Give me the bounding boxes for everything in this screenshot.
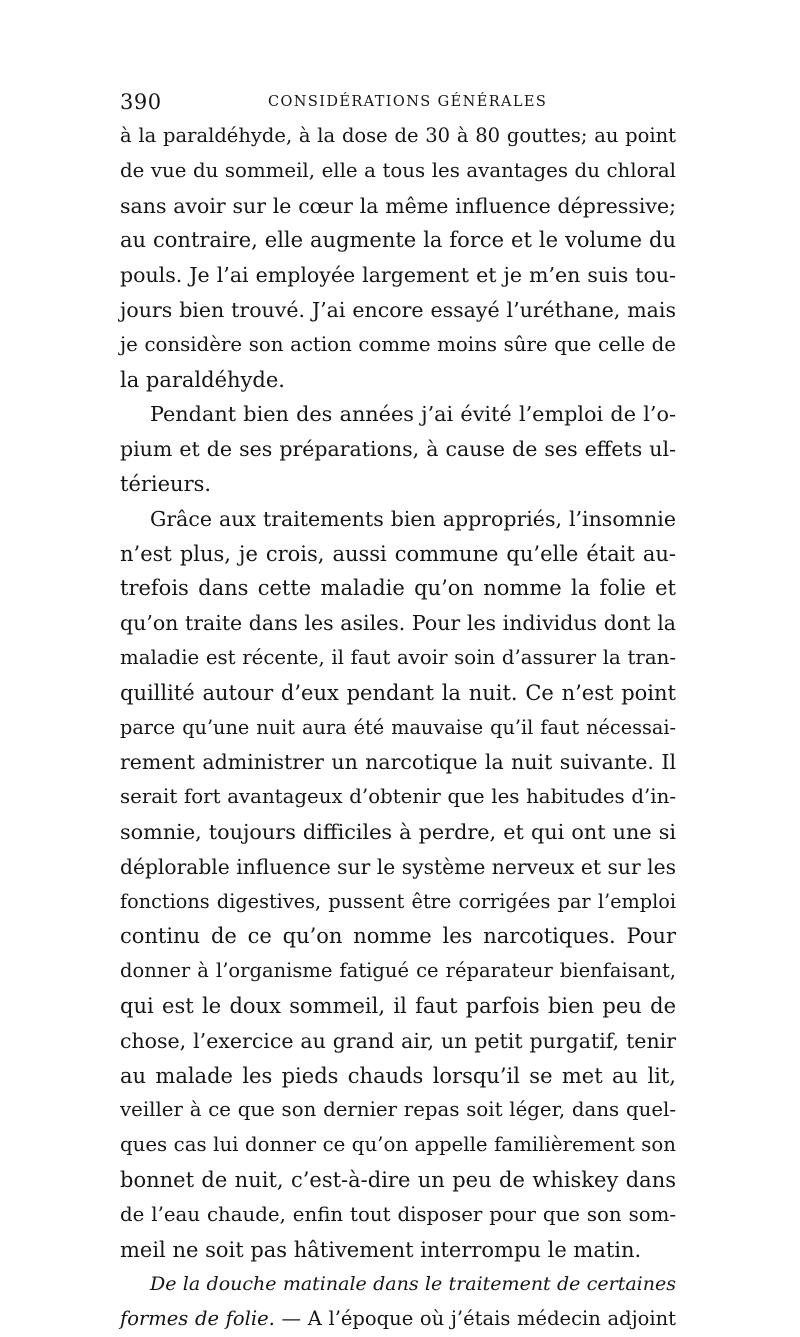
running-head (120, 90, 676, 120)
text-line: au contraire, elle augmente la force et le volume du (120, 228, 676, 253)
text-line: qui est le doux sommeil, il faut parfois bien peu de (120, 993, 676, 1018)
body-text (120, 119, 676, 1337)
text-line: pium et de ses préparations, à cause de ses effets ul- (120, 437, 676, 462)
text-line: jours bien trouvé. J’ai encore essayé l’uréthane, mais (120, 297, 676, 322)
text-line: n’est plus, je crois, aussi commune qu’elle était au- (120, 541, 676, 566)
text-line: continu de ce qu’on nomme les narcotiques. Pour (120, 924, 676, 949)
text-line: quillité autour d’eux pendant la nuit. Ce n’est point (120, 680, 676, 705)
text-line: parce qu’une nuit aura été mauvaise qu’il faut nécessai- (120, 715, 676, 739)
text-line: sans avoir sur le cœur la même influence dépressive; (120, 193, 676, 218)
paragraph-end-line: meil ne soit pas hâtivement interrompu le matin. (120, 1237, 642, 1262)
paragraph-first-line: Pendant bien des années j’ai évité l’emploi de l’o- (150, 402, 676, 427)
text-line: qu’on traite dans les asiles. Pour les individus dont la (120, 611, 676, 636)
text-line: fonctions digestives, pussent être corrigées par l’emploi (120, 889, 676, 913)
running-title: CONSIDÉRATIONS GÉNÉRALES (268, 94, 548, 110)
section-heading: De la douche matinale dans le traitement de certaines (150, 1273, 676, 1296)
text-line: serait fort avantageux d’obtenir que les habitudes d’in- (120, 785, 676, 809)
text-line: ques cas lui donner ce qu’on appelle familièrement son (120, 1133, 676, 1157)
text-line: au malade les pieds chauds lorsqu’il se met au lit, (120, 1063, 676, 1088)
section-heading-continuation (120, 1302, 676, 1337)
text-line: veiller à ce que son dernier repas soit léger, dans quel- (120, 1098, 676, 1122)
text-line: rement administrer un narcotique la nuit suivante. Il (120, 750, 676, 775)
text-line: donner à l’organisme fatigué ce réparateur bienfaisant, (120, 959, 676, 983)
text-line: pouls. Je l’ai employée largement et je m’en suis tou- (120, 263, 676, 288)
text-line: de l’eau chaude, enfin tout disposer pour que son som- (120, 1202, 676, 1226)
paragraph-end-line: térieurs. (120, 471, 212, 496)
text-line: somnie, toujours difficiles à perdre, et qui ont une si (120, 819, 676, 844)
text-line: déplorable influence sur le système nerveux et sur les (120, 854, 676, 879)
text-line: je considère son action comme moins sûre que celle de (120, 332, 676, 356)
text-line: trefois dans cette maladie qu’on nomme la folie et (120, 576, 676, 601)
text-line: maladie est récente, il faut avoir soin d’assurer la tran- (120, 645, 676, 669)
page-number: 390 (120, 90, 162, 114)
paragraph-first-line: Grâce aux traitements bien appropriés, l’insomnie (150, 506, 676, 531)
text-line: bonnet de nuit, c’est-à-dire un peu de whiskey dans (120, 1167, 676, 1192)
text-line: de vue du sommeil, elle a tous les avantages du chloral (120, 158, 676, 182)
text-line: chose, l’exercice au grand air, un petit purgatif, tenir (120, 1028, 676, 1053)
section-heading-italic: formes de folie. (120, 1307, 275, 1331)
section-heading-text: — A l’époque où j’étais médecin adjoint (274, 1307, 677, 1331)
paragraph-end-line: la paraldéhyde. (120, 367, 285, 392)
text-line: à la paraldéhyde, à la dose de 30 à 80 gouttes; au point (120, 124, 676, 147)
